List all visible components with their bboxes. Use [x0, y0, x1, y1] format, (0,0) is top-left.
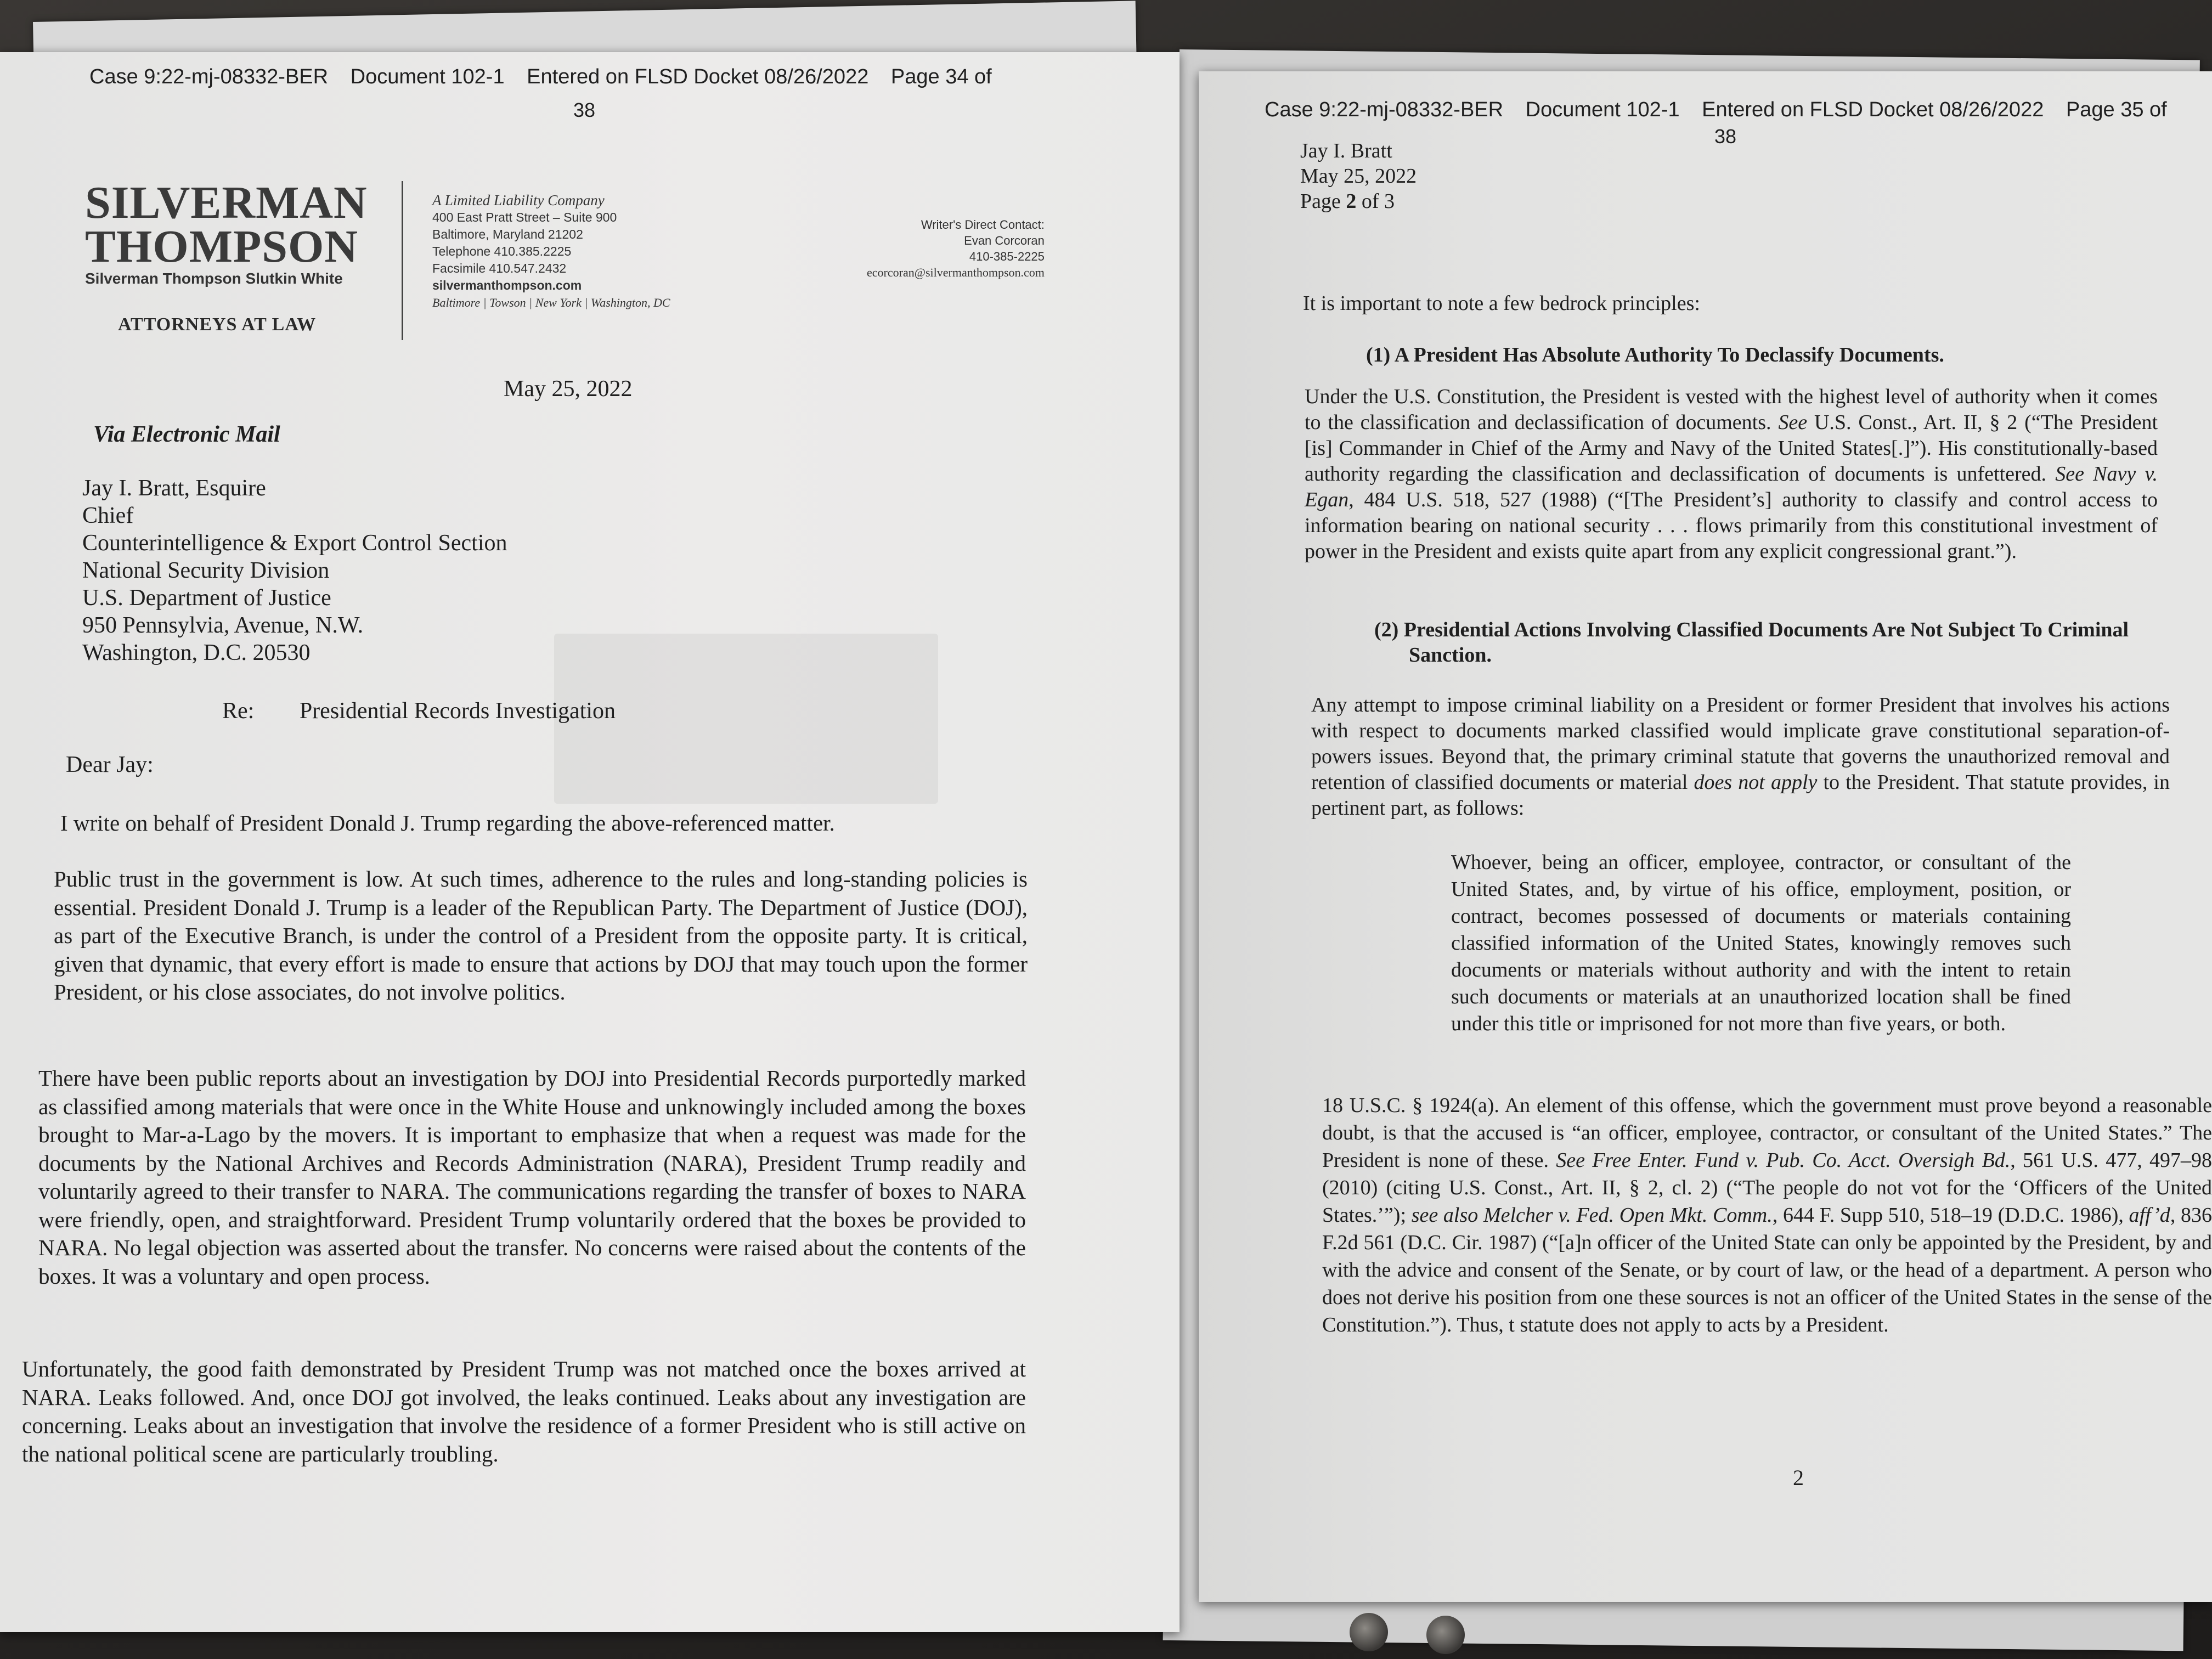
section-heading-2: (2) Presidential Actions Involving Classified Documents Are Not Subject To Criminal Sanction. [1374, 618, 2129, 667]
binder-clip [1426, 1616, 1465, 1654]
section-heading-1: (1) A President Has Absolute Authority To Declassify Documents. [1366, 343, 1944, 366]
letterhead-divider [402, 181, 403, 340]
writer-email: ecorcoran@silvermanthompson.com [867, 266, 1045, 279]
firm-logo: SILVERMAN THOMPSON [85, 177, 368, 272]
page-indicator: Page 34 of [890, 65, 992, 88]
recipient-address: Jay I. Bratt, Esquire Chief Counterintelligence & Export Control Section National Security Division U.S. Department of Justice 950 Pennsylvia, Avenue, N.W. Washington, D.C. 20530 [82, 476, 507, 665]
firm-tagline: ATTORNEYS AT LAW [118, 314, 317, 335]
document-number: Document 102-1 [1525, 98, 1680, 121]
page-total: 38 [1714, 125, 1737, 148]
document-number: Document 102-1 [350, 65, 505, 88]
delivery-method: Via Electronic Mail [93, 422, 280, 447]
case-number: Case 9:22-mj-08332-BER [1265, 98, 1504, 121]
running-head: Jay I. Bratt May 25, 2022 Page 2 of 3 [1300, 139, 1417, 213]
docket-entry-date: Entered on FLSD Docket 08/26/2022 [1702, 98, 2044, 121]
firm-partners: Silverman Thompson Slutkin White [85, 270, 343, 287]
firm-website: silvermanthompson.com [432, 278, 582, 292]
writer-direct-contact: Writer's Direct Contact: Evan Corcoran 410-385-2225 ecorcoran@silvermanthompson.com [867, 218, 1045, 279]
binder-clip [1350, 1613, 1388, 1651]
salutation: Dear Jay: [66, 752, 154, 777]
firm-address-block: A Limited Liability Company 400 East Pratt Street – Suite 900 Baltimore, Maryland 21202 Telephone 410.385.2225 Facsimile 410.547.2432 silvermanthompson.com Baltimore | Towson | New York | Washington, DC [432, 192, 670, 309]
case-header-right [1265, 99, 2183, 121]
page-number: 2 [1793, 1465, 1804, 1490]
case-number: Case 9:22-mj-08332-BER [89, 65, 329, 88]
subject-line: Re: Presidential Records Investigation [222, 698, 616, 724]
letter-paragraph: Public trust in the government is low. At such times, adherence to the rules and long-standing policies is essential. President Donald J. Trump is a leader of the Republican Party. The Department of Justice (DOJ), as part of the Executive Branch, is under the control of a President from the opposite party. It is critical, given that dynamic, that every effort is made to ensure that actions by DOJ that may touch upon the former President, or his close associates, do not involve politics. [54, 866, 1028, 1005]
statute-analysis-paragraph: 18 U.S.C. § 1924(a). An element of this offense, which the government must prove beyond a reasonable doubt, is that the accused is “an officer, employee, contractor, or consultant of the United States.” The President is none of these. See Free Enter. Fund v. Pub. Co. Acct. Oversigh Bd., 561 U.S. 477, 497–98 (2010) (citing U.S. Const., Art. II, § 2, cl. 2) (“The people do not vot for the ‘Officers of the United States.’”); see also Melcher v. Fed. Open Mkt. Comm., 644 F. Supp 510, 518–19 (D.D.C. 1986), aff’d, 836 F.2d 561 (D.C. Cir. 1987) (“[a]n officer of the United State can only be appointed by the President, by and with the advice and consent of the Senate, or by court of law, or the head of a department. A person who does not derive his position from one these sources is not an officer of the United States in the sense of the Constitution.”). Thus, t statute does not apply to acts by a President. [1322, 1094, 2212, 1336]
page-total: 38 [573, 99, 596, 121]
docket-entry-date: Entered on FLSD Docket 08/26/2022 [527, 65, 869, 88]
section-1-paragraph: Under the U.S. Constitution, the President is vested with the highest level of authority when it comes to the classification and declassification of documents. See U.S. Const., Art. II, § 2 (“The President [is] Commander in Chief of the Army and Navy of the United States[.]”). His constitutionally-based authority regarding the classification and declassification of documents is unfettered. See Navy v. Egan, 484 U.S. 518, 527 (1988) (“[The President’s] authority to classify and control access to information bearing on national security . . . flows primarily from this constitutional investment of power in the President and exists quite apart from any explicit congressional grant.”). [1305, 385, 2158, 563]
letter-paragraph: There have been public reports about an investigation by DOJ into Presidential Records purportedly marked as classified among materials that were once in the White House and unknowingly included among the boxes brought to Mar-a-Lago by the movers. It is important to emphasize that when a request was made for the documents by the National Archives and Records Administration (NARA), President Trump readily and voluntarily agreed to their transfer to NARA. The communications regarding the transfer of boxes to NARA were friendly, open, and straightforward. President Trump voluntarily ordered that the boxes be provided to NARA. No legal objection was asserted about the transfer. No concerns were raised about the contents of the boxes. It was a voluntary and open process. [38, 1065, 1026, 1289]
letter-paragraph: I write on behalf of President Donald J. Trump regarding the above-referenced matter. [60, 810, 835, 836]
statute-quote: Whoever, being an officer, employee, contractor, or consultant of the United States, and, by virtue of his office, employment, position, or contract, becomes possessed of documents or materials containing classified information of the United States, knowingly removes such documents or materials without authority and with the intent to retain such documents or materials at an unauthorized location shall be fined under this title or imprisoned for not more than five years, or both. [1451, 851, 2071, 1035]
letter-paragraph: Unfortunately, the good faith demonstrated by President Trump was not matched once the boxes arrived at NARA. Leaks followed. And, once DOJ got involved, the leaks continued. Leaks about any investigation are concerning. Leaks about an investigation that involve the residence of a former President who is still active on the national political scene are particularly troubling. [22, 1356, 1026, 1466]
intro-line: It is important to note a few bedrock principles: [1303, 292, 1700, 315]
case-header-left [89, 66, 1008, 88]
letter-date: May 25, 2022 [504, 376, 633, 402]
page-indicator: Page 35 of [2066, 98, 2167, 121]
section-2-paragraph: Any attempt to impose criminal liability on a President or former President that involves his actions with respect to documents marked classified would implicate grave constitutional separation-of-powers issues. Beyond that, the primary criminal statute that governs the unauthorized removal and retention of classified documents or material does not apply to the President. That statute provides, in pertinent part, as follows: [1311, 693, 2170, 820]
